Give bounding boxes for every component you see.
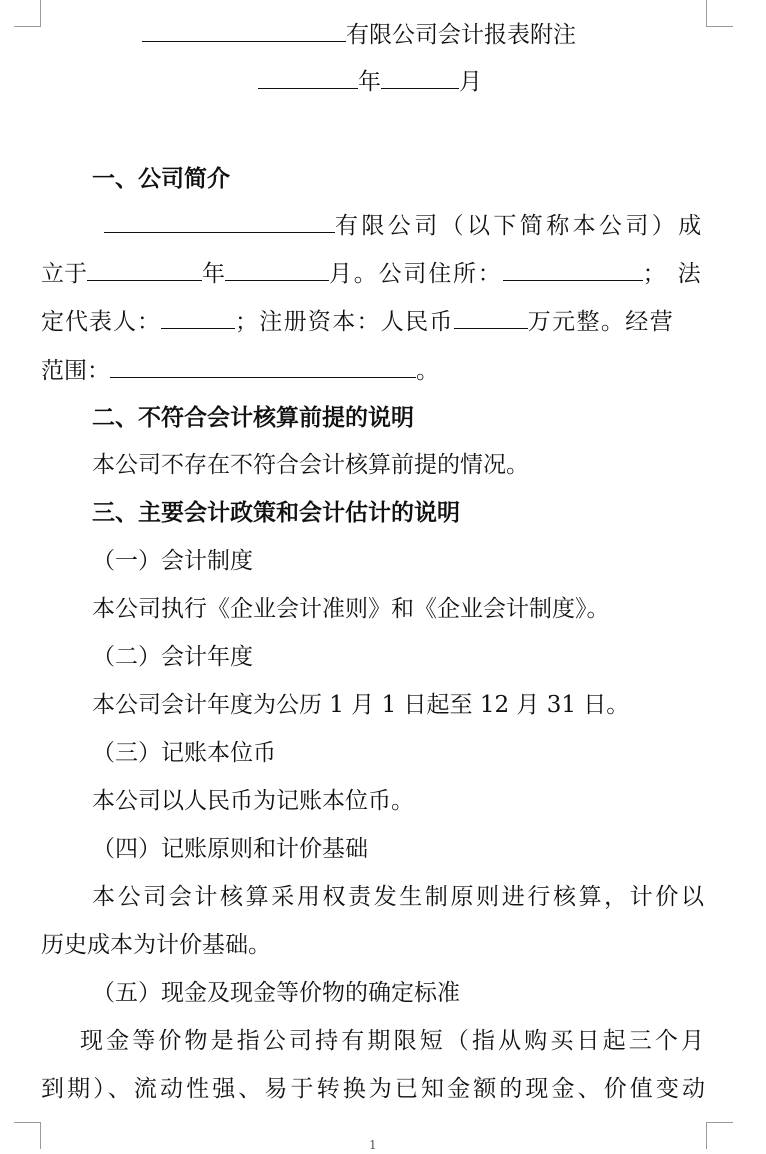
founding-year-blank [87, 258, 202, 281]
company-name-blank-2 [104, 210, 335, 233]
section-heading-2: 二、不符合会计核算前提的说明 [92, 404, 414, 431]
page-number: 1 [369, 1138, 377, 1152]
subheading-3: （三）记账本位币 [92, 740, 276, 766]
s3-body-5-line-1: 现金等价物是指公司持有期限短（指从购买日起三个月 [80, 1028, 704, 1054]
s1-line-4: 范围： 。 [41, 355, 439, 386]
crop-mark-top-right [706, 0, 733, 27]
crop-mark-bottom-right [706, 1122, 733, 1149]
address-blank [503, 258, 643, 281]
s3-body-4-line-2: 历史成本为计价基础。 [41, 932, 271, 958]
s2-body: 本公司不存在不符合会计核算前提的情况。 [92, 452, 529, 478]
section-heading-3: 三、主要会计政策和会计估计的说明 [92, 499, 460, 526]
subheading-2: （二）会计年度 [92, 644, 253, 670]
subheading-5: （五）现金及现金等价物的确定标准 [92, 980, 460, 1006]
s1-line-2: 立于 年 月。公司住所： ；法 [41, 258, 713, 289]
crop-mark-top-left [14, 0, 41, 27]
company-name-blank [142, 19, 346, 42]
crop-mark-bottom-left [14, 1122, 41, 1149]
capital-blank [454, 306, 528, 329]
year-blank [258, 66, 358, 89]
s3-body-2: 本公司会计年度为公历 1 月 1 日起至 12 月 31 日。 [92, 692, 630, 718]
title-line [142, 19, 576, 50]
subheading-1: （一）会计制度 [92, 548, 253, 574]
title-date-line [258, 66, 482, 97]
subheading-4: （四）记账原则和计价基础 [92, 836, 368, 862]
scope-blank [110, 355, 416, 378]
founding-month-blank [225, 258, 329, 281]
month-blank [381, 66, 459, 89]
s3-body-1: 本公司执行《企业会计准则》和《企业会计制度》。 [92, 596, 610, 622]
s1-line-3: 定代表人： ；注册资本：人民币 万元整。经营 [41, 306, 674, 337]
legal-rep-blank [161, 306, 235, 329]
s3-body-4-line-1: 本公司会计核算采用权责发生制原则进行核算，计价以 [92, 884, 704, 910]
month-label: 月 [459, 69, 482, 95]
section-heading-1: 一、公司简介 [92, 165, 230, 192]
s1-line-1: 有限公司（以下简称本公司）成 [104, 210, 705, 241]
title-text: 有限公司会计报表附注 [346, 22, 576, 48]
year-label: 年 [358, 69, 381, 95]
s3-body-5-line-2: 到期）、流动性强、易于转换为已知金额的现金、价值变动 [41, 1076, 705, 1102]
s3-body-3: 本公司以人民币为记账本位币。 [92, 788, 414, 814]
